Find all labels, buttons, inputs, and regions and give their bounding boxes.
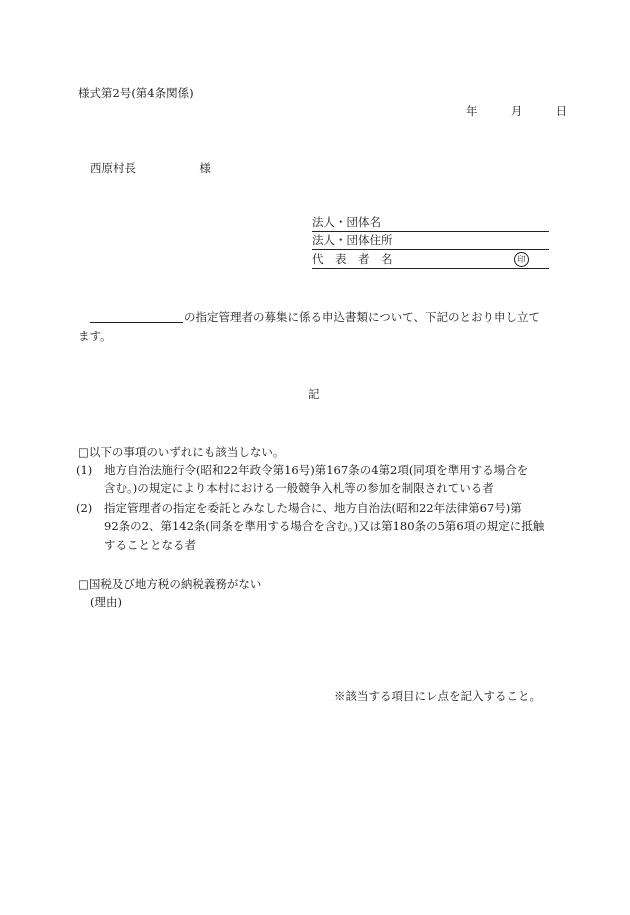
representative-label: 代 表 者 名	[312, 252, 393, 266]
ki-heading: 記	[308, 387, 320, 401]
item-1-line-2: 含む。)の規定により本村における一般競争入札等の参加を制限されている者	[104, 481, 494, 496]
date-month: 月	[510, 104, 523, 118]
seal-mark: 印	[514, 252, 529, 267]
corp-address-field[interactable]	[312, 232, 549, 250]
item-2-line-2: 92条の2、第142条(同条を準用する場合を含む。)又は第180条の5第6項の規定に抵触	[104, 519, 545, 534]
item-2-number: (2)	[76, 501, 93, 515]
representative-field[interactable]	[312, 251, 549, 269]
section1-heading: □以下の事項のいずれにも該当しない。	[78, 445, 285, 459]
addressee-name: 西原村長	[90, 161, 136, 175]
form-id: 様式第2号(第4条関係)	[78, 86, 194, 100]
body-line-1	[90, 308, 540, 326]
section1-item-1	[76, 461, 552, 498]
date-year: 年	[466, 104, 478, 118]
corp-name-label: 法人・団体名	[312, 215, 381, 229]
corp-name-field[interactable]	[312, 214, 549, 232]
section2-reason: (理由)	[90, 595, 122, 609]
section1-item-2	[76, 499, 552, 554]
body-line-2: ます。	[78, 329, 112, 343]
section2-heading: □国税及び地方税の納税義務がない	[78, 577, 262, 591]
item-1-line-1: 地方自治法施行令(昭和22年政令第16号)第167条の4第2項(同項を準用する場合を	[104, 463, 529, 477]
item-1-number: (1)	[76, 463, 93, 477]
item-2-line-3: することとなる者	[104, 537, 196, 552]
body-text-1: の指定管理者の募集に係る申込書類について、下記のとおり申し立て	[184, 310, 541, 324]
date-day: 日	[555, 104, 568, 118]
facility-name-blank[interactable]	[90, 310, 183, 323]
date-line	[466, 102, 567, 120]
footnote: ※該当する項目にレ点を記入すること。	[334, 689, 541, 703]
item-2-line-1: 指定管理者の指定を委託とみなした場合に、地方自治法(昭和22年法律第67号)第	[104, 501, 522, 515]
addressee-honorific: 様	[199, 161, 211, 175]
addressee	[90, 159, 211, 177]
corp-address-label: 法人・団体住所	[312, 233, 393, 247]
